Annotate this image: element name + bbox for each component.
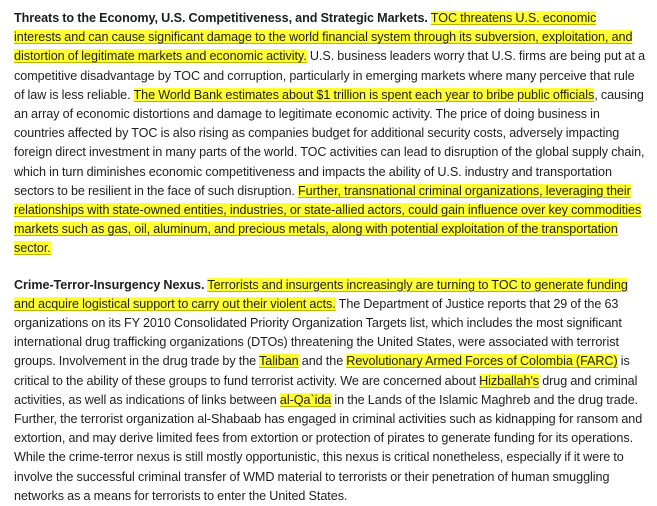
highlighted-text: The World Bank estimates about $1 trillion is spent each year to bribe public officials [133,87,595,102]
body-text: The Department of Justice reports that 29 of the 63 organizations on its FY 2010 Consolidated Priority Organization Targets list, which includes the most significant international drug trafficking organizations (DTOs) threatening the United States, were associated with terrorist groups. Involvement in the drug trade by the [14,296,622,369]
body-text: drug and criminal activities, as well as indications of links between [14,373,638,407]
body-text: is critical to the ability of these groups to fund terrorist activity. We are concerned about [14,354,630,388]
body-text: U.S. business leaders worry that U.S. firms are being put at a competitive disadvantage by TOC and corruption, particularly in emerging markets where many perceive that rule of law is less reliable. [14,49,646,102]
paragraph-economy-threats [14,9,646,259]
section-heading: Crime-Terror-Insurgency Nexus. [14,277,205,292]
highlighted-text: Further, transnational criminal organizations, leveraging their relationships with state-owned entities, industries, or state-allied actors, could gain influence over key commodities markets such as gas, oil, aluminum, and precious metals, along with potential exploitation of the transportation sector. [14,183,642,256]
highlighted-text: Revolutionary Armed Forces of Colombia (FARC) [346,354,618,369]
highlighted-text: al-Qa`ida [279,392,332,407]
highlighted-text: TOC threatens U.S. economic interests and can cause significant damage to the world financial system through its subversion, exploitation, and distortion of legitimate markets and economic activity. [14,11,633,64]
body-text: in the Lands of the Islamic Maghreb and the drug trade. Further, the terrorist organization al-Shabaab has engaged in criminal activities such as kidnapping for ransom and extortion, and may derive limited fees from extortion or protection of pirates to generate funding for its operations. While the crime-terror nexus is still mostly opportunistic, this nexus is critical nonetheless, especially if it were to involve the successful criminal transfer of WMD material to terrorists or their penetration of human smuggling networks as a means for terrorists to enter the United States. [14,392,643,503]
highlighted-text: Terrorists and insurgents increasingly are turning to TOC to generate funding and acquire logistical support to carry out their violent acts. [14,277,628,311]
document-body [14,9,646,506]
body-text: , causing an array of economic distortions and damage to legitimate economic activity. The price of doing business in countries affected by TOC is also rising as companies budget for additional security costs, adversely impacting foreign direct investment in many parts of the world. TOC activities can lead to disruption of the global supply chain, which in turn diminishes economic competitiveness and impacts the ability of U.S. industry and transportation sectors to be resilient in the face of such disruption. [14,87,645,198]
body-text: and the [298,354,347,369]
section-heading: Threats to the Economy, U.S. Competitiveness, and Strategic Markets. [14,11,428,25]
highlighted-text: Hizballah's [479,373,540,388]
highlighted-text: Taliban [259,354,299,369]
paragraph-crime-terror-nexus [14,276,646,506]
